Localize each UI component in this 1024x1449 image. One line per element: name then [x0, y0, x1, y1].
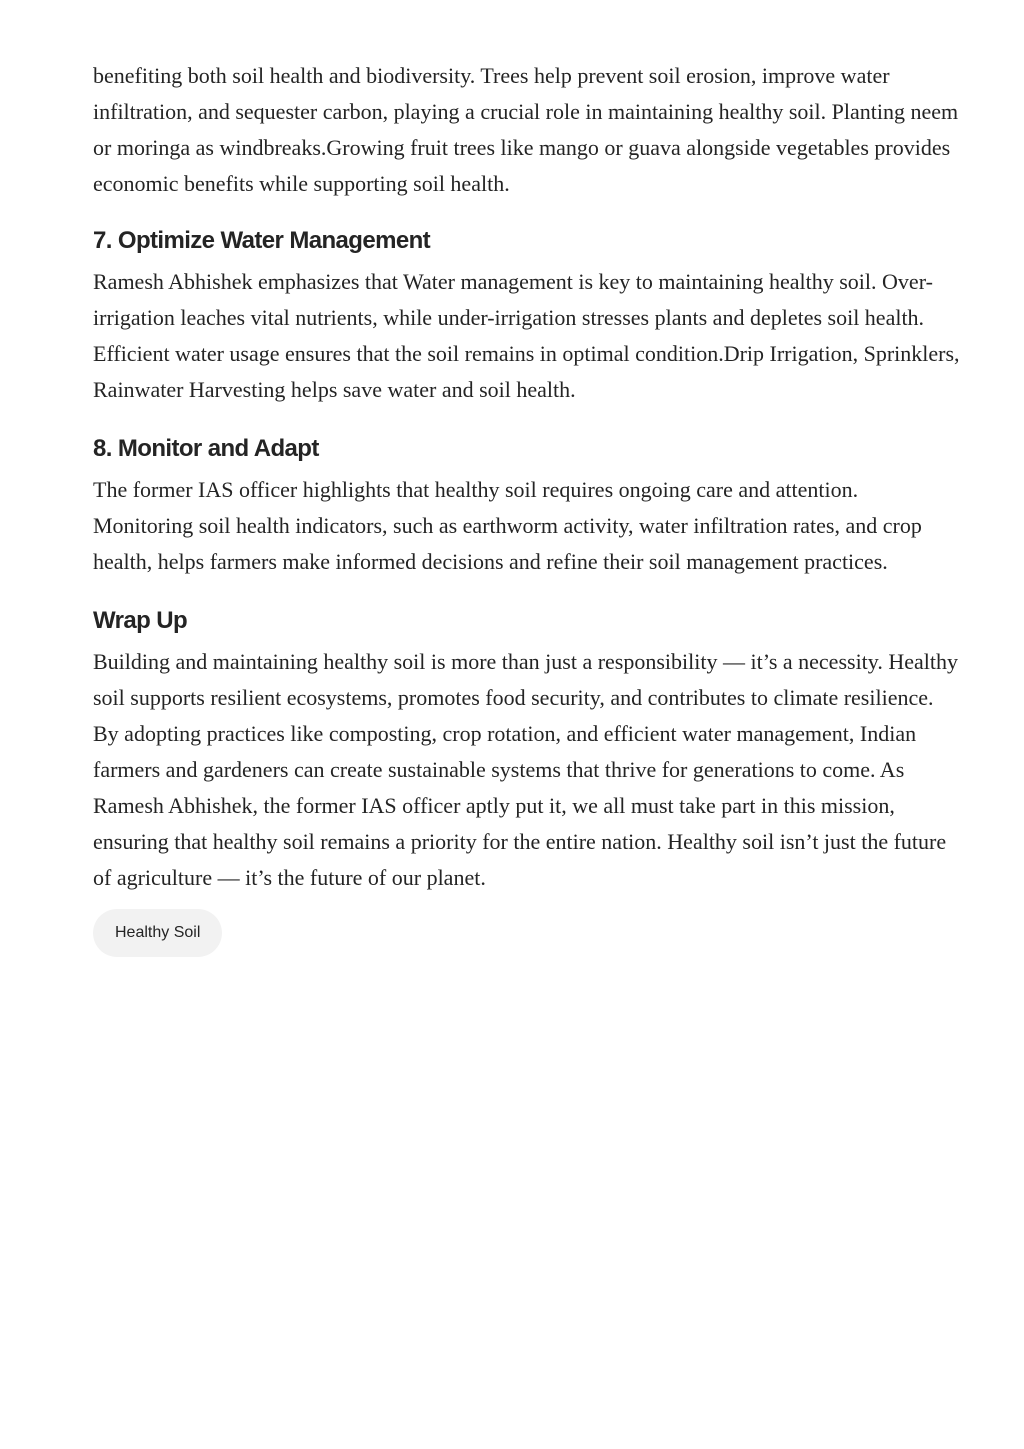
section-heading-monitor-adapt: 8. Monitor and Adapt: [93, 435, 319, 462]
section-body-monitor-adapt: The former IAS officer highlights that healthy soil requires ongoing care and attention. Monitoring soil health indicators, such as earthworm activity, water infiltration rates, and crop health, helps farmers make informed decisions and refine their soil management practices.: [93, 477, 922, 574]
tag-healthy-soil[interactable]: Healthy Soil: [93, 909, 222, 957]
section-body-wrap-up: Building and maintaining healthy soil is more than just a responsibility — it’s a necessity. Healthy soil supports resilient ecosystems, promotes food security, and contributes to climate resilience. By adopting practices like composting, crop rotation, and efficient water management, Indian farmers and gardeners can create sustainable systems that thrive for generations to come. As Ramesh Abhishek, the former IAS officer aptly put it, we all must take part in this mission, ensuring that healthy soil remains a priority for the entire nation. Healthy soil isn’t just the future of agriculture — it’s the future of our planet.: [93, 649, 959, 890]
tag-list: [93, 909, 963, 957]
intro-paragraph: benefiting both soil health and biodiversity. Trees help prevent soil erosion, improve water infiltration, and sequester carbon, playing a crucial role in maintaining healthy soil. Planting neem or moringa as windbreaks.Growing fruit trees like mango or guava alongside vegetables provides economic benefits while supporting soil health.: [93, 63, 959, 196]
section-body-water-management: Ramesh Abhishek emphasizes that Water management is key to maintaining healthy soil. Over-irrigation leaches vital nutrients, while under-irrigation stresses plants and depletes soil health. Efficient water usage ensures that the soil remains in optimal condition.Drip Irrigation, Sprinklers, Rainwater Harvesting helps save water and soil health.: [93, 269, 960, 402]
section-heading-water-management: 7. Optimize Water Management: [93, 227, 431, 254]
section-heading-wrap-up: Wrap Up: [93, 607, 188, 634]
article-body: [93, 58, 963, 957]
